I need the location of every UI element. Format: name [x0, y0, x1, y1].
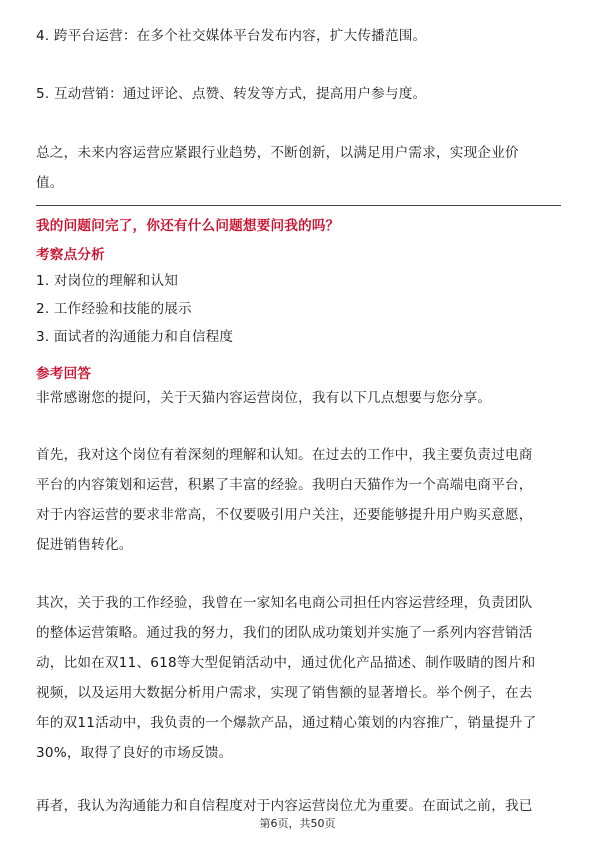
paragraph-line: 促进销售转化。: [36, 537, 133, 553]
answer-intro: 非常感谢您的提问，关于天猫内容运营岗位，我有以下几点想要与您分享。: [36, 390, 492, 406]
list-item: 5. 互动营销：通过评论、点赞、转发等方式，提高用户参与度。: [36, 86, 427, 102]
question-heading: 我的问题问完了，你还有什么问题想要问我的吗？: [36, 218, 340, 234]
page-number: 第6页，共50页: [259, 817, 336, 830]
analysis-item: 2. 工作经验和技能的展示: [36, 301, 192, 317]
conclusion-line: 值。: [36, 175, 64, 191]
list-item: 4. 跨平台运营：在多个社交媒体平台发布内容，扩大传播范围。: [36, 28, 427, 44]
paragraph-line: 对于内容运营的要求非常高，不仅要吸引用户关注，还要能够提升用户购买意愿，: [36, 507, 533, 523]
paragraph-line: 的整体运营策略。通过我的努力，我们的团队成功策划并实施了一系列内容营销活: [36, 625, 533, 641]
paragraph-line: 视频，以及运用大数据分析用户需求，实现了销售额的显著增长。举个例子，在去: [36, 685, 533, 701]
paragraph-line: 30%，取得了良好的市场反馈。: [36, 745, 233, 761]
analysis-heading: 考察点分析: [36, 247, 105, 263]
conclusion-line: 总之，未来内容运营应紧跟行业趋势，不断创新，以满足用户需求，实现企业价: [36, 145, 519, 161]
paragraph-line: 动，比如在双11、618等大型促销活动中，通过优化产品描述、制作吸睛的图片和: [36, 655, 536, 671]
analysis-item: 3. 面试者的沟通能力和自信程度: [36, 329, 234, 345]
answer-heading: 参考回答: [36, 366, 92, 382]
paragraph-line: 再者，我认为沟通能力和自信程度对于内容运营岗位尤为重要。在面试之前，我已: [36, 798, 533, 814]
paragraph-line: 其次，关于我的工作经验，我曾在一家知名电商公司担任内容运营经理，负责团队: [36, 595, 533, 611]
divider: [36, 205, 561, 206]
paragraph-line: 平台的内容策划和运营，积累了丰富的经验。我明白天猫作为一个高端电商平台，: [36, 477, 533, 493]
paragraph-line: 首先，我对这个岗位有着深刻的理解和认知。在过去的工作中，我主要负责过电商: [36, 447, 533, 463]
analysis-item: 1. 对岗位的理解和认知: [36, 273, 179, 289]
paragraph-line: 年的双11活动中，我负责的一个爆款产品，通过精心策划的内容推广，销量提升了: [36, 715, 537, 731]
